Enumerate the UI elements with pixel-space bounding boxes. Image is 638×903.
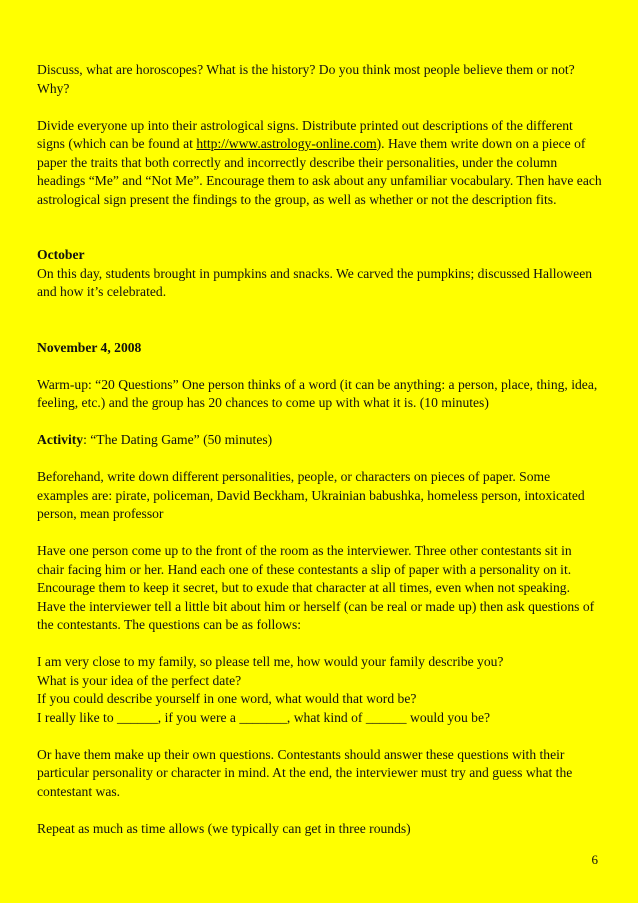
page-number: 6 <box>591 852 598 867</box>
astrology-online-link[interactable]: http://www.astrology-online.com <box>196 136 377 151</box>
beforehand-paragraph: Beforehand, write down different personalities, people, or characters on pieces of paper. Some examples are: pirate, policeman, David Beckham, Ukrainian babushka, homeless person, intoxicated person, mean professor <box>37 469 585 521</box>
repeat-paragraph: Repeat as much as time allows (we typically can get in three rounds) <box>37 820 411 836</box>
november-heading: November 4, 2008 <box>37 339 142 355</box>
activity-label: Activity <box>37 432 84 447</box>
question-item: I really like to ______, if you were a _______, what kind of ______ would you be? <box>37 709 491 725</box>
activity-title: : “The Dating Game” (50 minutes) <box>83 432 273 447</box>
october-paragraph: On this day, students brought in pumpkins and snacks. We carved the pumpkins; discussed Halloween and how it’s celebrated. <box>37 265 593 299</box>
horoscope-discussion-paragraph: Discuss, what are horoscopes? What is the history? Do you think most people believe them or not? Why? <box>37 62 575 96</box>
warmup-paragraph: Warm-up: “20 Questions” One person thinks of a word (it can be anything: a person, place, thing, idea, feeling, etc.) and the group has 20 chances to come up with what it is. (10 minutes) <box>37 376 598 410</box>
question-item: If you could describe yourself in one word, what would that word be? <box>37 691 417 706</box>
astrology-text-before-link: Divide everyone up into their astrological signs. Distribute printed out descriptions of the different signs (which can be found at <box>37 117 573 151</box>
astrological-signs-paragraph <box>37 117 602 210</box>
page-content <box>37 61 602 838</box>
question-list <box>37 653 602 727</box>
own-questions-paragraph: Or have them make up their own questions. Contestants should answer these questions with their particular personality or character in mind. At the end, the interviewer must try and guess what the contestant was. <box>37 746 573 799</box>
question-item: I am very close to my family, so please tell me, how would your family describe you? <box>37 654 504 669</box>
question-item: What is your idea of the perfect date? <box>37 672 242 688</box>
astrology-text-after-link: ). Have them write down on a piece of paper the traits that both correctly and incorrectly describe their personalities, under the column headings “Me” and “Not Me”. Encourage them to ask about any unfamiliar vocabulary. Then have each astrological sign present the findings to the group, as well as whether or not the description fits. <box>37 136 602 207</box>
activity-paragraph <box>37 431 602 450</box>
october-heading: October <box>37 247 85 262</box>
interviewer-paragraph: Have one person come up to the front of the room as the interviewer. Three other contestants sit in chair facing him or her. Hand each one of these contestants a slip of paper with a personality on it. Encourage them to keep it secret, but to exude that character at all times, even when not speaking. Have the interviewer tell a little bit about him or herself (can be real or made up) then ask questions of the contestants. The questions can be as follows: <box>37 543 595 632</box>
